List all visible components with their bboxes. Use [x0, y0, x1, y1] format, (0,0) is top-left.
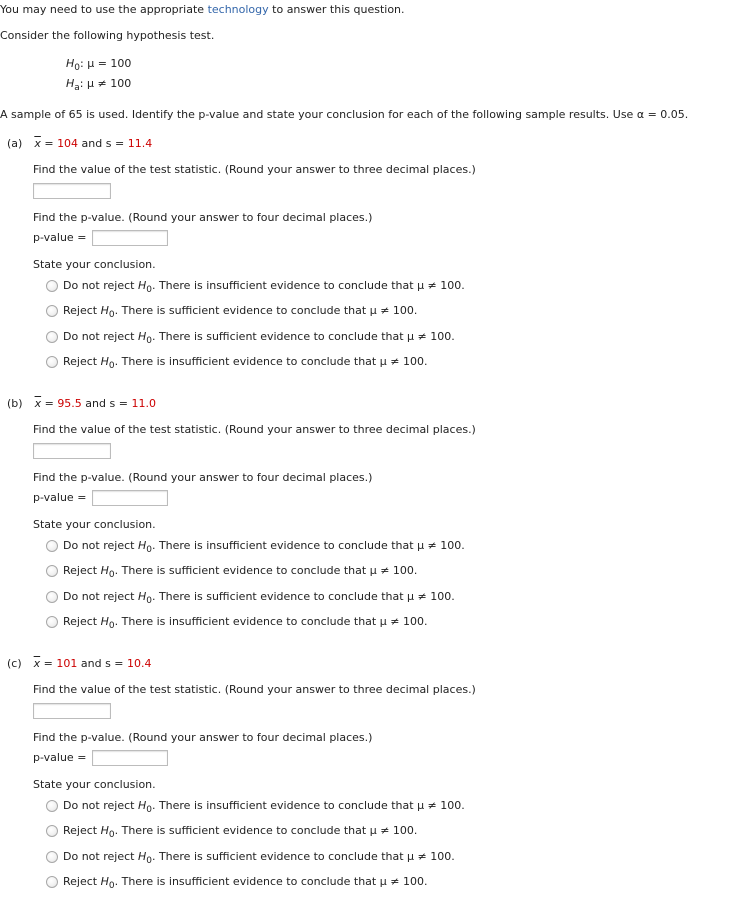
conclusion-radio[interactable] — [46, 565, 58, 577]
p-value-input[interactable] — [92, 490, 168, 506]
conclusion-option-label[interactable]: Do not reject $H_0$. There is insufficient evidence to conclude that μ ≠ 100. — [63, 279, 465, 295]
test-stat-input[interactable] — [33, 703, 111, 719]
sample-instructions: A sample of 65 is used. Identify the p-value and state your conclusion for each of the following sample results. Use α = 0.05. — [0, 108, 689, 121]
part-label: (b) — [7, 397, 23, 410]
alternative-hypothesis: $H_a$: μ ≠ 100 — [66, 77, 132, 93]
conclusion-option-label[interactable]: Reject $H_0$. There is sufficient evidence to conclude that μ ≠ 100. — [63, 564, 418, 580]
xbar-value: 101 — [56, 657, 78, 670]
conclusion-radio[interactable] — [46, 305, 58, 317]
s-value: 11.0 — [131, 397, 156, 410]
technology-link[interactable]: technology — [207, 3, 269, 16]
conclusion-option-label[interactable]: Do not reject $H_0$. There is sufficient evidence to conclude that μ ≠ 100. — [63, 850, 455, 866]
conclusion-prompt: State your conclusion. — [33, 258, 156, 271]
xbar-value: 95.5 — [57, 397, 82, 410]
test-stat-prompt: Find the value of the test statistic. (Round your answer to three decimal places.) — [33, 423, 476, 436]
conclusion-option-label[interactable]: Reject $H_0$. There is sufficient evidence to conclude that μ ≠ 100. — [63, 304, 418, 320]
conclusion-option-label[interactable]: Reject $H_0$. There is sufficient evidence to conclude that μ ≠ 100. — [63, 824, 418, 840]
conclusion-option-label[interactable]: Reject $H_0$. There is insufficient evidence to conclude that μ ≠ 100. — [63, 355, 428, 371]
xbar-value: 104 — [57, 137, 79, 150]
p-value-label: p-value = — [33, 231, 87, 244]
conclusion-prompt: State your conclusion. — [33, 518, 156, 531]
part-label: (a) — [7, 137, 23, 150]
consider-line: Consider the following hypothesis test. — [0, 29, 215, 42]
conclusion-option-label[interactable]: Do not reject $H_0$. There is insufficient evidence to conclude that μ ≠ 100. — [63, 539, 465, 555]
conclusion-radio[interactable] — [46, 616, 58, 628]
conclusion-radio[interactable] — [46, 540, 58, 552]
s-value: 10.4 — [127, 657, 152, 670]
conclusion-radio[interactable] — [46, 331, 58, 343]
part-header: (c) $\overline{x} = 101$ and s = 10.4 — [7, 657, 152, 670]
p-value-prompt: Find the p-value. (Round your answer to four decimal places.) — [33, 211, 373, 224]
p-value-input[interactable] — [92, 750, 168, 766]
null-hypothesis: $H_0$: μ = 100 — [66, 57, 132, 73]
conclusion-radio[interactable] — [46, 800, 58, 812]
conclusion-option-label[interactable]: Do not reject $H_0$. There is sufficient evidence to conclude that μ ≠ 100. — [63, 590, 455, 606]
p-value-label: p-value = — [33, 491, 87, 504]
conclusion-radio[interactable] — [46, 356, 58, 368]
conclusion-option-label[interactable]: Do not reject $H_0$. There is sufficient evidence to conclude that μ ≠ 100. — [63, 330, 455, 346]
conclusion-option-label[interactable]: Do not reject $H_0$. There is insufficient evidence to conclude that μ ≠ 100. — [63, 799, 465, 815]
test-stat-prompt: Find the value of the test statistic. (Round your answer to three decimal places.) — [33, 683, 476, 696]
p-value-label: p-value = — [33, 751, 87, 764]
xbar-symbol: $\overline{x}$ — [34, 397, 42, 410]
test-stat-prompt: Find the value of the test statistic. (Round your answer to three decimal places.) — [33, 163, 476, 176]
part-label: (c) — [7, 657, 22, 670]
conclusion-radio[interactable] — [46, 825, 58, 837]
p-value-prompt: Find the p-value. (Round your answer to four decimal places.) — [33, 731, 373, 744]
conclusion-prompt: State your conclusion. — [33, 778, 156, 791]
conclusion-option-label[interactable]: Reject $H_0$. There is insufficient evidence to conclude that μ ≠ 100. — [63, 615, 428, 631]
part-header: (b) $\overline{x} = 95.5$ and s = 11.0 — [7, 397, 156, 410]
conclusion-radio[interactable] — [46, 851, 58, 863]
xbar-symbol: $\overline{x}$ — [34, 137, 41, 150]
test-stat-input[interactable] — [33, 183, 111, 199]
conclusion-radio[interactable] — [46, 591, 58, 603]
p-value-input[interactable] — [92, 230, 168, 246]
s-value: 11.4 — [127, 137, 153, 150]
conclusion-option-label[interactable]: Reject $H_0$. There is insufficient evidence to conclude that μ ≠ 100. — [63, 875, 428, 891]
conclusion-radio[interactable] — [46, 280, 58, 292]
part-header: (a) $\overline{x} = 104$ and s = 11.4 — [7, 137, 153, 150]
conclusion-radio[interactable] — [46, 876, 58, 888]
test-stat-input[interactable] — [33, 443, 111, 459]
p-value-prompt: Find the p-value. (Round your answer to four decimal places.) — [33, 471, 373, 484]
xbar-symbol: $\overline{x}$ — [33, 657, 41, 670]
intro-line: You may need to use the appropriate technology to answer this question. — [0, 3, 405, 16]
